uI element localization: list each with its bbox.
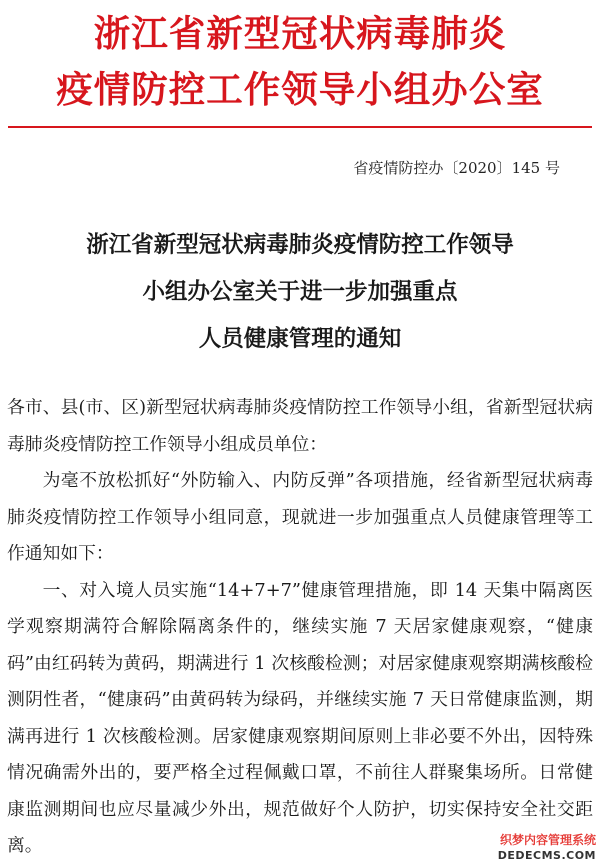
document-number: 省疫情防控办〔2020〕145 号 — [353, 159, 560, 177]
title-line-2: 小组办公室关于进一步加强重点 — [142, 279, 458, 305]
header-line-2: 疫情防控工作领导小组办公室 — [56, 68, 544, 111]
salutation: 各市、县(市、区)新型冠状病毒肺炎疫情防控工作领导小组，省新型冠状病毒肺炎疫情防控工作领导小组成员单位： — [7, 397, 593, 455]
document-body — [7, 390, 593, 865]
paragraph-intro: 为毫不放松抓好“外防输入、内防反弹”各项措施，经省新型冠状病毒肺炎疫情防控工作领导小组同意，现就进一步加强重点人员健康管理等工作通知如下： — [7, 470, 593, 564]
document-title — [0, 222, 600, 363]
title-line-3: 人员健康管理的通知 — [198, 326, 402, 352]
title-line-1: 浙江省新型冠状病毒肺炎疫情防控工作领导 — [86, 232, 514, 258]
site-watermark — [478, 829, 600, 867]
paragraph-item-1: 一、对入境人员实施“14+7+7”健康管理措施，即 14 天集中隔离医学观察期满符合解除隔离条件的，继续实施 7 天居家健康观察，“健康码”由红码转为黄码，期满进行 1 次核酸检测；对居家健康观察期满核酸检测阴性者，“健康码”由黄码转为绿码，并继续实施 7 天日常健康监测，期满再进行 1 次核酸检测。居家健康观察期间原则上非必要不外出，因特殊情况确需外出的，要严格全过程佩戴口罩，不前往人群聚集场所。日常健康监测期间也应尽量减少外出，规范做好个人防护，切实保持安全社交距离。 — [7, 579, 593, 856]
header-line-1: 浙江省新型冠状病毒肺炎 — [93, 12, 507, 55]
watermark-text: 织梦内容管理系统 — [499, 833, 596, 847]
red-divider — [8, 126, 592, 128]
watermark-url: DEDECMS.COM — [497, 849, 596, 862]
issuing-authority-header — [0, 6, 600, 118]
